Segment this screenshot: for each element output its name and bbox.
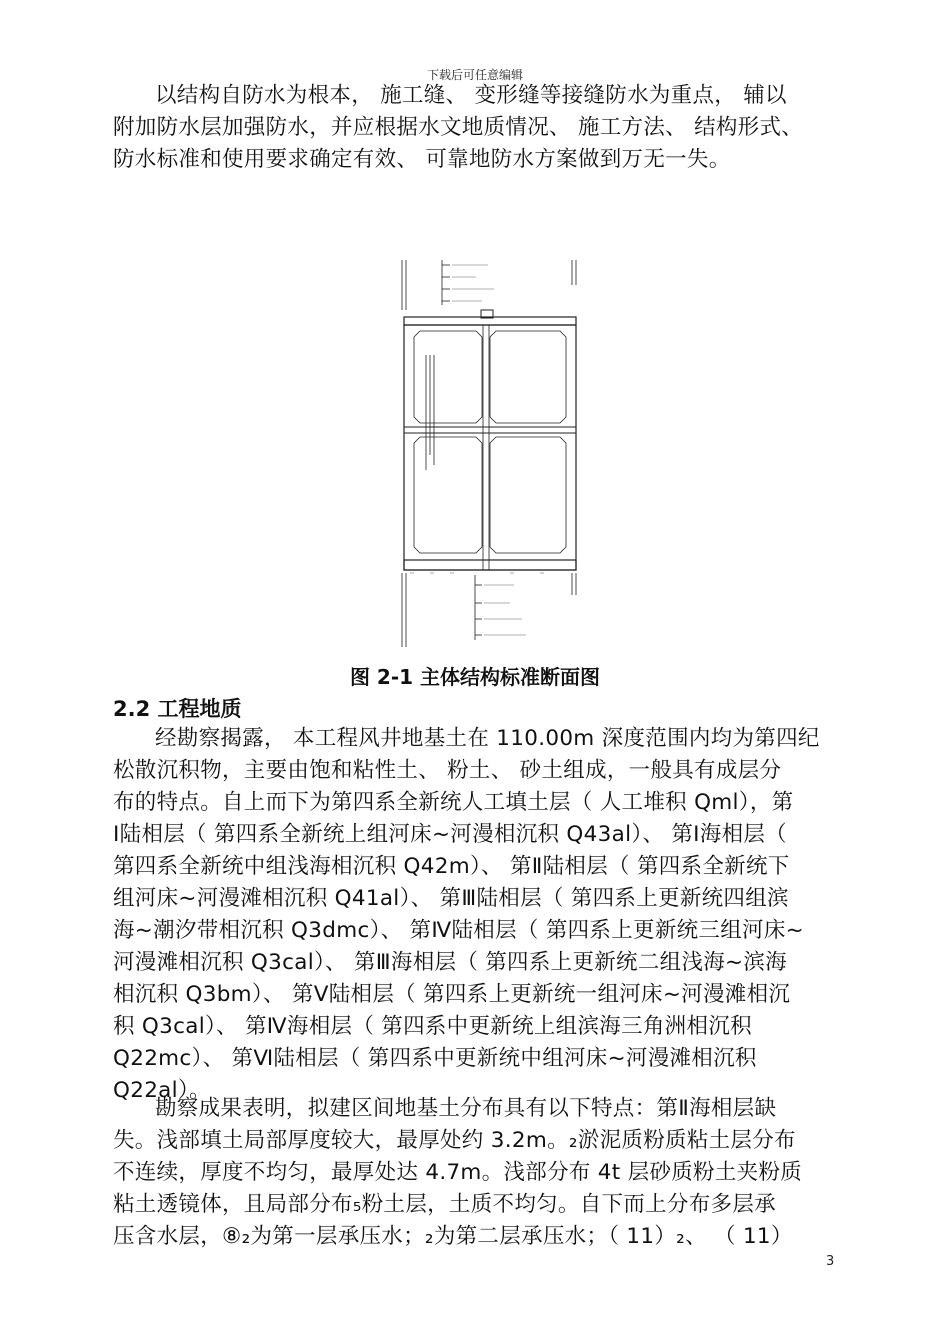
text-line: 粘土透镜体，且局部分布₅粉土层，土质不均匀。自下而上分布多层承 <box>113 1192 776 1217</box>
text-line: 河漫滩相沉积 Q3cal）、 第Ⅲ海相层（ 第四系上更新统二组浅海~滨海 <box>113 950 787 975</box>
text-line: 组河床~河漫滩相沉积 Q41al）、 第Ⅲ陆相层（ 第四系上更新统四组滨 <box>113 886 789 911</box>
base-slab <box>404 560 576 570</box>
page-number: 3 <box>826 1254 835 1269</box>
figure-caption: 图 2-1 主体结构标准断面图 <box>349 665 601 689</box>
cross-section-drawing <box>390 255 590 650</box>
header-note: 下载后可任意编辑 <box>426 68 523 82</box>
text-line: 积 Q3cal）、 第Ⅳ海相层（ 第四系中更新统上组滨海三角洲相沉积 <box>113 1014 752 1039</box>
text-line: 松散沉积物，主要由饱和粘性土、 粉土、 砂土组成，一般具有成层分 <box>113 758 782 783</box>
section-title: 2.2 工程地质 <box>113 697 242 721</box>
text-line: 失。浅部填土局部厚度较大，最厚处约 3.2m。₂淤泥质粉质粘土层分布 <box>113 1128 796 1153</box>
text-line: I陆相层（ 第四系全新统上组河床~河漫相沉积 Q43al）、 第Ⅰ海相层（ <box>113 822 787 847</box>
intro-paragraph <box>113 80 841 176</box>
text-line: 布的特点。自上而下为第四系全新统人工填土层（ 人工堆积 Qml），第 <box>113 790 794 815</box>
geology-paragraph-2 <box>113 1093 841 1253</box>
text-line: Q22al）。 <box>113 1078 211 1103</box>
text-line: 海~潮汐带相沉积 Q3dmc）、 第Ⅳ陆相层（ 第四系上更新统三组河床~ <box>113 918 804 943</box>
text-line: 不连续，厚度不均匀，最厚处达 4.7m。浅部分布 4t 层砂质粉土夹粉质 <box>113 1160 803 1185</box>
text-line: 附加防水层加强防水，并应根据水文地质情况、 施工方法、 结构形式、 <box>113 115 804 140</box>
text-line: 以结构自防水为根本， 施工缝、 变形缝等接缝防水为重点， 辅以 <box>155 83 787 108</box>
text-line: 经勘察揭露， 本工程风井地基土在 110.00m 深度范围内均为第四纪 <box>155 726 820 751</box>
geology-paragraph-1 <box>113 723 841 1107</box>
text-line: Q22mc）、 第Ⅵ陆相层（ 第四系中更新统中组河床~河漫滩相沉积 <box>113 1046 757 1071</box>
text-line: 相沉积 Q3bm）、 第Ⅴ陆相层（ 第四系上更新统一组河床~河漫滩相沉 <box>113 982 791 1007</box>
text-line: 压含水层，⑧₂为第一层承压水；₂为第二层承压水；（ 11）₂、 （ 11） <box>113 1224 793 1249</box>
text-line: 勘察成果表明，拟建区间地基土分布具有以下特点：第Ⅱ海相层缺 <box>155 1096 777 1121</box>
text-line: 防水标准和使用要求确定有效、 可靠地防水方案做到万无一失。 <box>113 147 731 172</box>
text-line: 第四系全新统中组浅海相沉积 Q42m）、 第Ⅱ陆相层（ 第四系全新统下 <box>113 854 790 879</box>
